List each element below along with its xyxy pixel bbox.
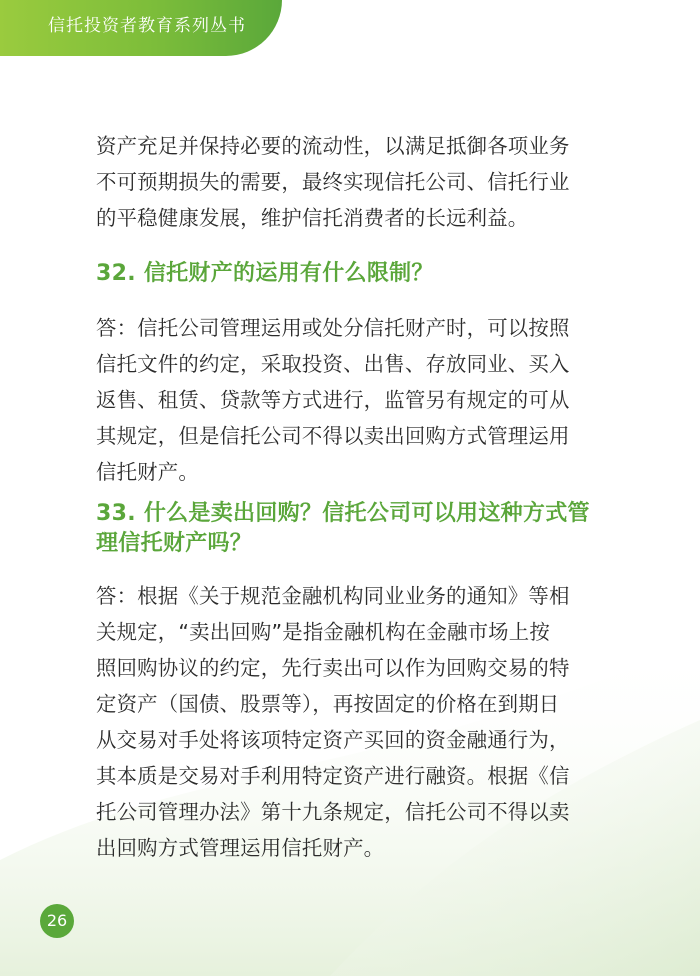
- text-line: 出回购方式管理运用信托财产。: [96, 836, 385, 860]
- page-number: 26: [46, 911, 68, 930]
- text-line: 返售、租赁、贷款等方式进行，监管另有规定的可从: [96, 388, 570, 412]
- text-line: 信托文件的约定，采取投资、出售、存放同业、买入: [96, 352, 570, 376]
- q32-answer: [96, 310, 572, 490]
- text-line: 关规定，“卖出回购”是指金融机构在金融市场上按: [96, 620, 550, 644]
- header-tab: [0, 0, 282, 56]
- text-line: 不可预期损失的需要，最终实现信托公司、信托行业: [96, 170, 570, 194]
- text-line: 答：根据《关于规范金融机构同业业务的通知》等相: [96, 584, 570, 608]
- text-line: 信托财产。: [96, 460, 199, 484]
- heading-line: 理信托财产吗？: [96, 531, 253, 556]
- text-line: 其本质是交易对手利用特定资产进行融资。根据《信: [96, 764, 570, 788]
- q32-heading: 32. 信托财产的运用有什么限制？: [96, 261, 434, 286]
- q33-answer: [96, 578, 572, 866]
- text-line: 的平稳健康发展，维护信托消费者的长远利益。: [96, 206, 529, 230]
- heading-line: 33. 什么是卖出回购？信托公司可以用这种方式管: [96, 501, 590, 526]
- text-line: 照回购协议的约定，先行卖出可以作为回购交易的特: [96, 656, 570, 680]
- text-line: 定资产（国债、股票等），再按固定的价格在到期日: [96, 692, 560, 716]
- series-title: 信托投资者教育系列丛书: [48, 16, 246, 36]
- text-line: 答：信托公司管理运用或处分信托财产时，可以按照: [96, 316, 570, 340]
- intro-paragraph: [96, 128, 572, 236]
- page-number-badge: [40, 904, 74, 938]
- text-line: 其规定，但是信托公司不得以卖出回购方式管理运用: [96, 424, 570, 448]
- q33-heading: [96, 499, 590, 559]
- text-line: 从交易对手处将该项特定资产买回的资金融通行为，: [96, 728, 570, 752]
- text-line: 托公司管理办法》第十九条规定，信托公司不得以卖: [96, 800, 570, 824]
- text-line: 资产充足并保持必要的流动性，以满足抵御各项业务: [96, 134, 570, 158]
